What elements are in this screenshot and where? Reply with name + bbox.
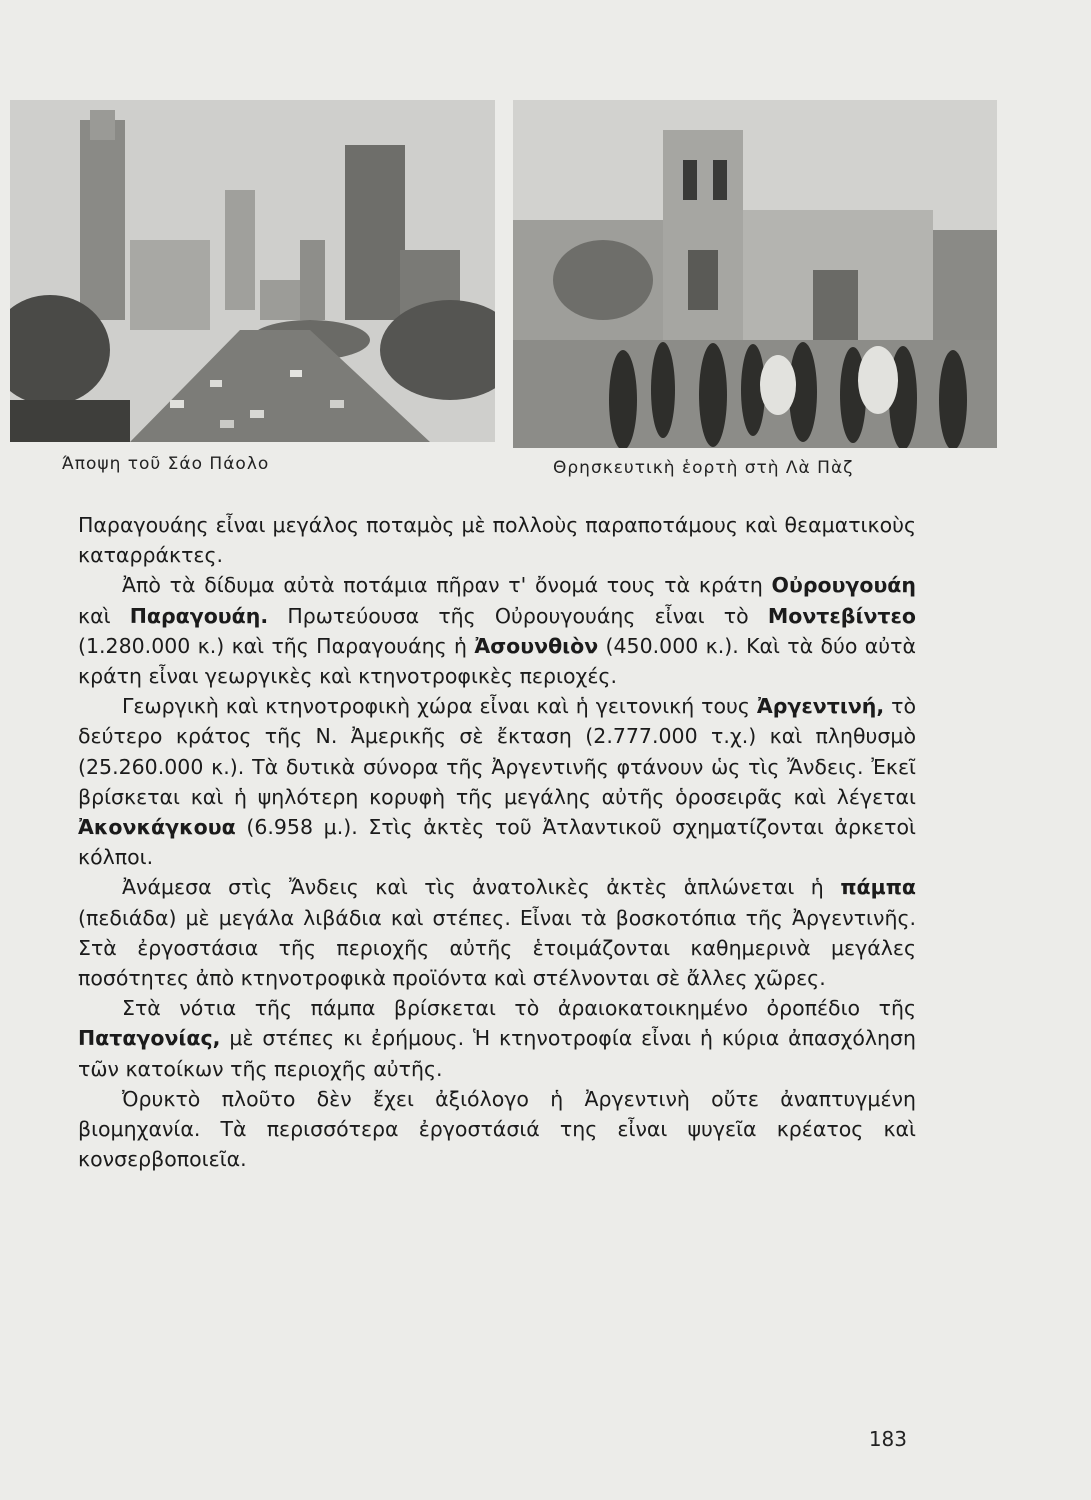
text-run: (6.958 μ.). Στὶς ἀκτὲς τοῦ Ἀτλαντικοῦ σχηματίζονται ἀρκετοὶ κόλποι. [78, 815, 916, 870]
text-run: Ἀνάμεσα στὶς Ἄνδεις καὶ τὶς ἀνατολικὲς ἀκτὲς ἁπλώνεται ἡ [122, 875, 841, 900]
la-paz-caption: Θρησκευτικὴ ἑορτὴ στὴ Λὰ Πὰζ [553, 458, 854, 478]
body-text [78, 510, 916, 1174]
text-run: (1.280.000 κ.) καὶ τῆς Παραγουάης ἡ [78, 633, 475, 658]
text-run: Πρωτεύουσα τῆς Οὐρουγουάης εἶναι τὸ [268, 603, 768, 628]
text-run: (450.000 κ.). Καὶ τὰ δύο αὐτὰ κράτη εἶναι γεωργικὲς καὶ κτηνοτροφικὲς περιοχές. [78, 633, 916, 689]
la-paz-illustration [513, 100, 997, 448]
text-run: Γεωργικὴ καὶ κτηνοτροφικὴ χώρα εἶναι καὶ ἡ γειτονική τους [122, 694, 757, 719]
bold-term: Ἀσουνθιὸν [474, 633, 599, 658]
bold-term: Ἀκονκάγκουα [78, 815, 236, 840]
paragraph [78, 570, 916, 691]
bold-term: Παταγονίας, [78, 1026, 221, 1051]
text-run: καὶ [78, 603, 130, 628]
text-run: μὲ στέπες κι ἐρήμους. Ἡ κτηνοτροφία εἶναι ἡ κύρια ἀπασχόληση τῶν κατοίκων τῆς περιοχῆς αὐτῆς. [78, 1026, 916, 1081]
paragraph [78, 691, 916, 872]
sao-paulo-illustration [10, 100, 495, 442]
la-paz-photo [513, 100, 997, 448]
paragraph [78, 1084, 916, 1175]
sao-paulo-caption: Άποψη τοῦ Σάο Πάολο [62, 454, 270, 474]
text-run: Στὰ νότια τῆς πάμπα βρίσκεται τὸ ἀραιοκατοικημένο ὀροπέδιο τῆς [122, 996, 916, 1021]
text-run: Ἀπὸ τὰ δίδυμα αὐτὰ ποτάμια πῆραν τ' ὄνομά τους τὰ κράτη [122, 573, 772, 598]
paragraph [78, 510, 916, 570]
bold-term: Μοντεβίντεο [767, 603, 916, 628]
page-number: 183 [868, 1427, 907, 1451]
paragraph [78, 993, 916, 1084]
bold-term: Παραγουάη. [129, 603, 269, 628]
text-run: Παραγουάης εἶναι μεγάλος ποταμὸς μὲ πολλοὺς παραποτάμους καὶ θεαματικοὺς καταρράκτες. [78, 513, 916, 568]
text-run: Ὀρυκτὸ πλοῦτο δὲν ἔχει ἀξιόλογο ἡ Ἀργεντινὴ οὔτε ἀναπτυγμένη βιομηχανία. Τὰ περισσότερα ἐργοστάσιά της εἶναι ψυγεῖα κρέατος καὶ κονσερβοποιεῖα. [78, 1086, 916, 1172]
bold-term: Ἀργεντινή, [756, 694, 885, 719]
bold-term: Οὐρουγουάη [771, 573, 916, 598]
bold-term: πάμπα [840, 875, 916, 900]
text-run: (πεδιάδα) μὲ μεγάλα λιβάδια καὶ στέπες. Εἶναι τὰ βοσκοτόπια τῆς Ἀργεντινῆς. Στὰ ἐργοστάσια τῆς περιοχῆς αὐτῆς ἑτοιμάζονται καθημερινὰ μεγάλες ποσότητες ἀπὸ κτηνοτροφικὰ προϊόντα καὶ στέλνονται σὲ ἄλλες χῶρες. [78, 905, 916, 991]
paragraph [78, 872, 916, 993]
sao-paulo-photo [10, 100, 495, 442]
text-run: τὸ δεύτερο κράτος τῆς Ν. Ἀμερικῆς σὲ ἔκταση (2.777.000 τ.χ.) καὶ πληθυσμὸ (25.260.000 κ.). Τὰ δυτικὰ σύνορα τῆς Ἀργεντινῆς φτάνουν ὡς τὶς Ἄνδεις. Ἐκεῖ βρίσκεται καὶ ἡ ψηλότερη κορυφὴ τῆς μεγάλης αὐτῆς ὁροσειρᾶς καὶ λέγεται [78, 694, 916, 809]
